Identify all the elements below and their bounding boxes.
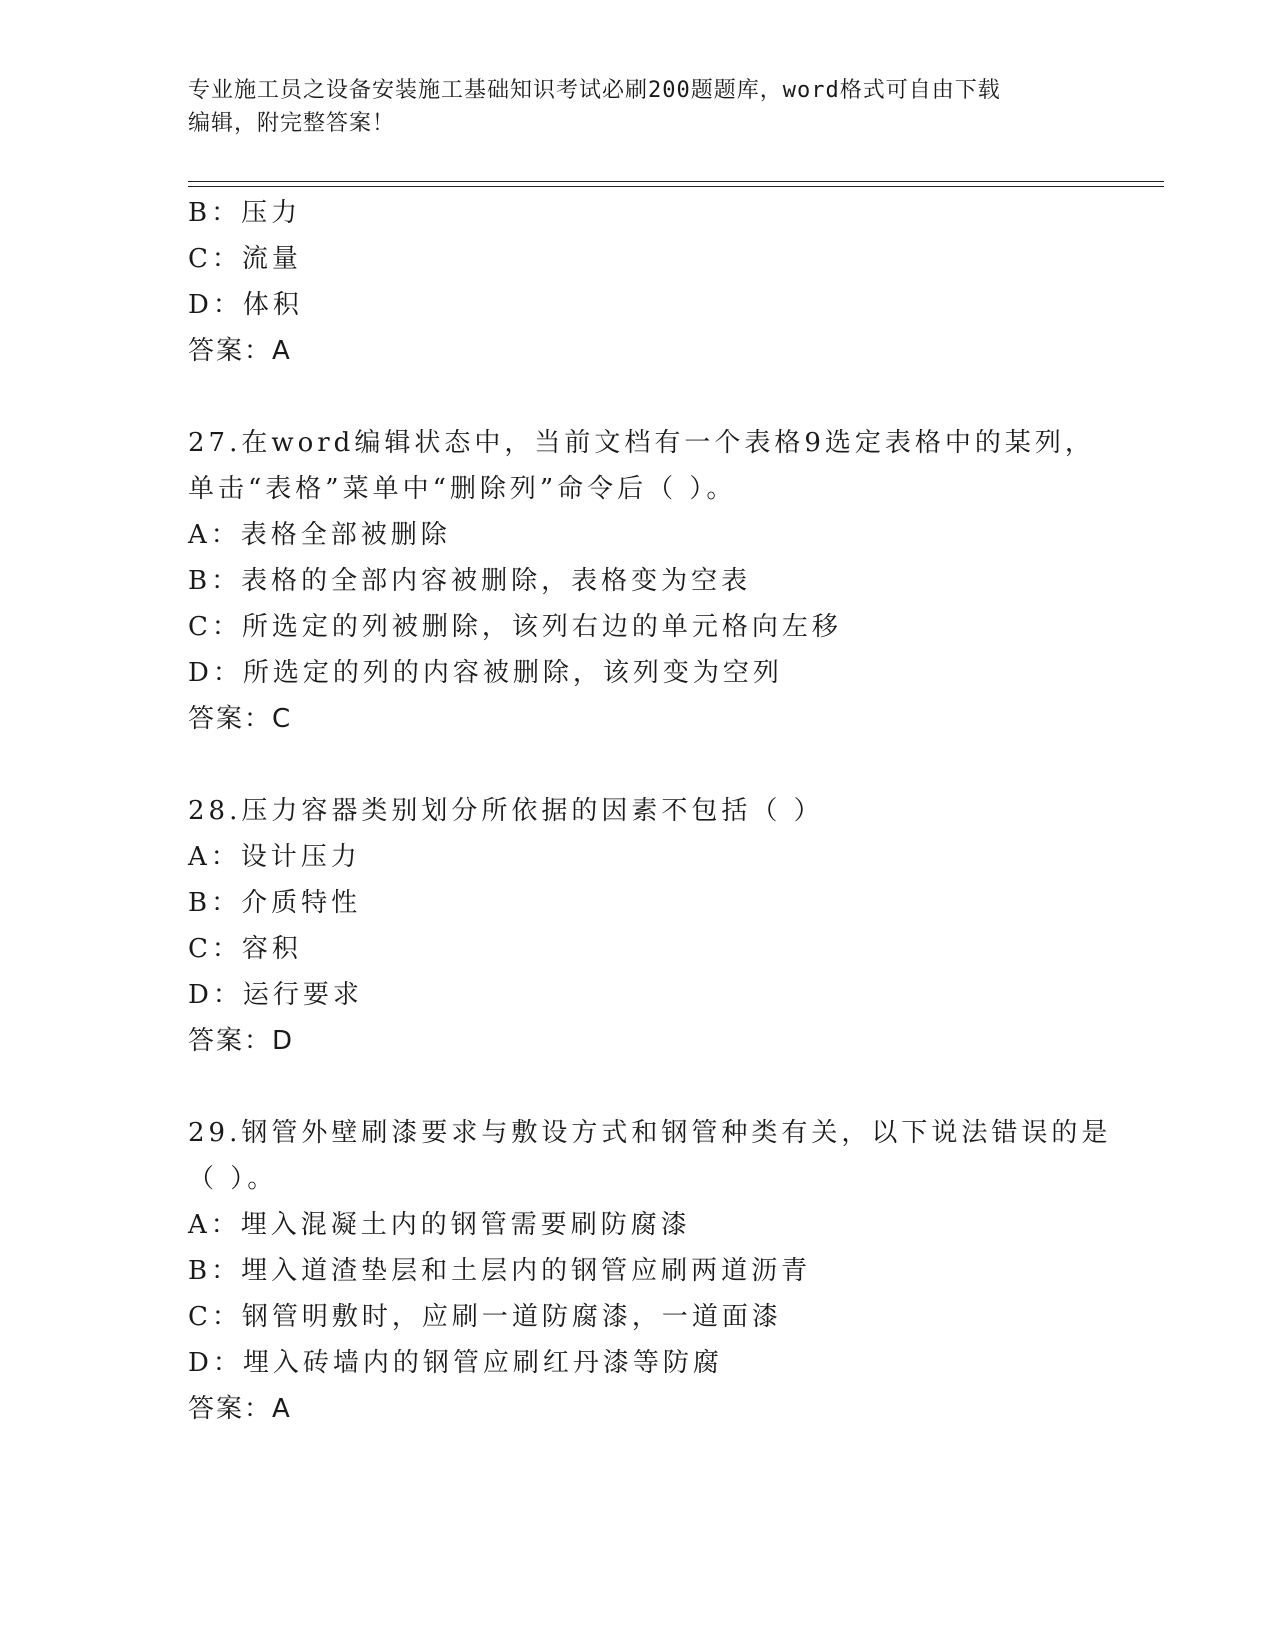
question-text-line-1: 29.钢管外壁刷漆要求与敷设方式和钢管种类有关，以下说法错误的是 (188, 1118, 1112, 1148)
option-b: B：埋入道渣垫层和土层内的钢管应刷两道沥青 (188, 1256, 812, 1286)
document-header (188, 74, 1078, 140)
option-a: A：设计压力 (188, 842, 361, 872)
spacer (188, 742, 1148, 788)
option-d: D：体积 (188, 290, 303, 320)
question-26-continued (188, 190, 1148, 374)
header-divider-top (188, 181, 1164, 182)
option-d: D：埋入砖墙内的钢管应刷红丹漆等防腐 (188, 1348, 723, 1378)
document-body (188, 190, 1148, 1432)
question-text-line-2: 单击“表格”菜单中“删除列”命令后（ ）。 (188, 474, 737, 504)
header-line-2: 编辑，附完整答案！ (188, 111, 396, 136)
answer: 答案：D (188, 1026, 295, 1056)
question-text-line-1: 27.在word编辑状态中，当前文档有一个表格9选定表格中的某列， (188, 428, 1095, 458)
header-divider-bottom (188, 186, 1164, 187)
question-28 (188, 788, 1148, 1064)
option-b: B：表格的全部内容被删除，表格变为空表 (188, 566, 752, 596)
option-c: C：容积 (188, 934, 302, 964)
option-b: B：介质特性 (188, 888, 362, 918)
option-a: A：埋入混凝土内的钢管需要刷防腐漆 (188, 1210, 691, 1240)
answer: 答案：A (188, 1394, 292, 1424)
spacer (188, 374, 1148, 420)
question-29 (188, 1110, 1148, 1432)
spacer (188, 1064, 1148, 1110)
option-c: C：所选定的列被删除，该列右边的单元格向左移 (188, 612, 842, 642)
option-c: C：钢管明敷时，应刷一道防腐漆，一道面漆 (188, 1302, 782, 1332)
option-b: B：压力 (188, 198, 302, 228)
question-text-line-1: 28.压力容器类别划分所依据的因素不包括（ ） (188, 796, 824, 826)
question-text-line-2: （ ）。 (188, 1164, 278, 1194)
header-line-1: 专业施工员之设备安装施工基础知识考试必刷200题题库，word格式可自由下载 (188, 78, 1001, 103)
option-d: D：所选定的列的内容被删除，该列变为空列 (188, 658, 783, 688)
question-27 (188, 420, 1148, 742)
option-c: C：流量 (188, 244, 302, 274)
answer: 答案：C (188, 704, 293, 734)
option-a: A：表格全部被删除 (188, 520, 451, 550)
option-d: D：运行要求 (188, 980, 363, 1010)
answer: 答案：A (188, 336, 292, 366)
